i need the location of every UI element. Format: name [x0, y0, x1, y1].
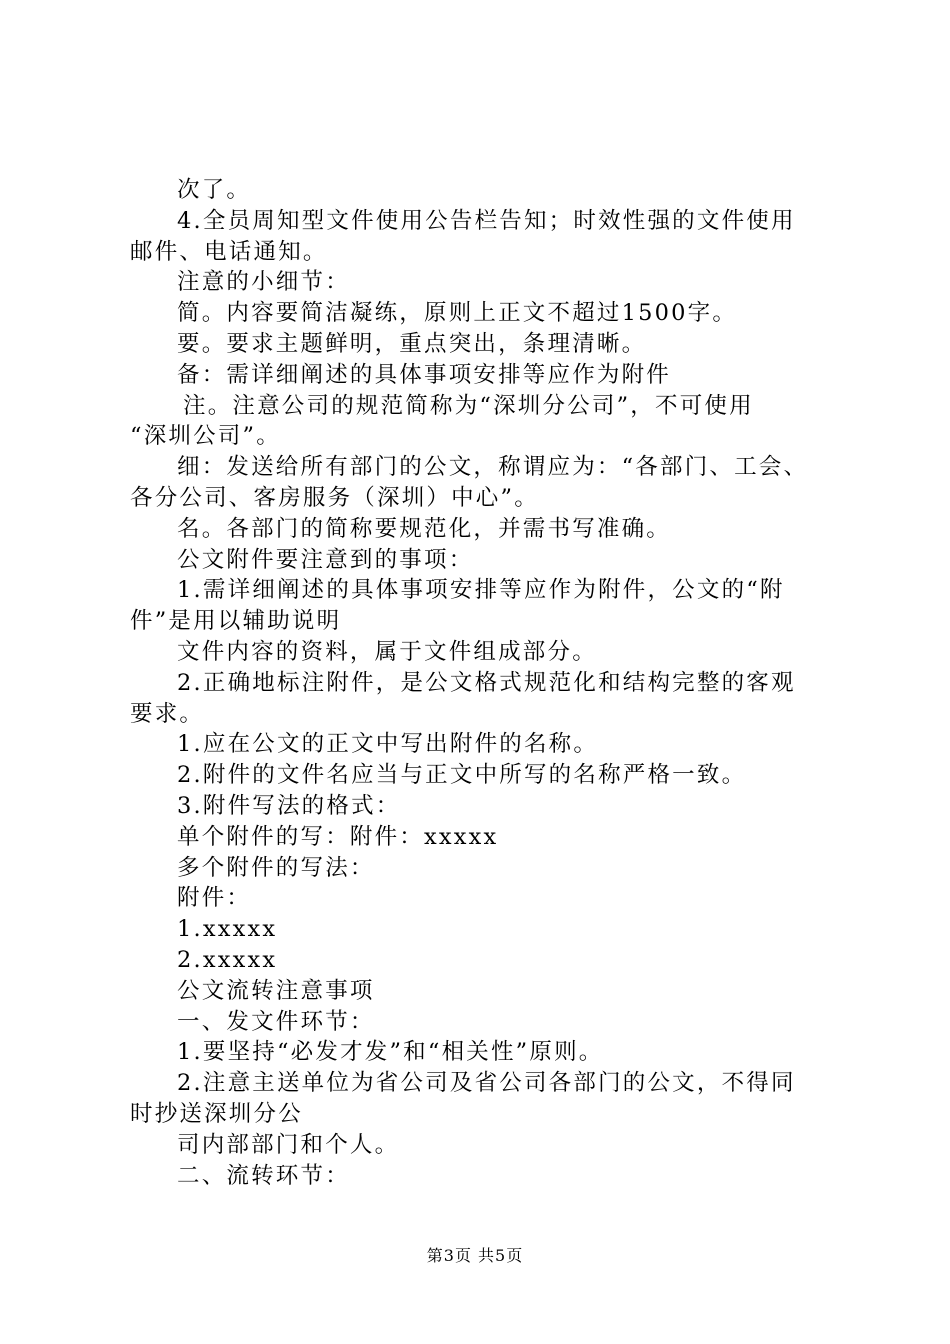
text-line: 备：需详细阐述的具体事项安排等应作为附件: [177, 361, 672, 388]
text-line: 3.附件写法的格式：: [177, 792, 401, 819]
text-line: 简。内容要简洁凝练，原则上正文不超过1500字。: [177, 300, 738, 327]
text-line: 注意的小细节：: [177, 269, 350, 296]
text-line: 公文流转注意事项: [177, 977, 375, 1004]
text-line: 1.需详细阐述的具体事项安排等应作为附件，公文的“附: [177, 577, 785, 604]
text-line: “深圳公司”。: [130, 423, 281, 450]
text-line: 注。注意公司的规范简称为“深圳分公司”，不可使用: [183, 392, 754, 419]
text-line: 一、发文件环节：: [177, 1008, 375, 1035]
page-footer: 第3页 共5页: [426, 1246, 524, 1265]
text-line: 文件内容的资料，属于文件组成部分。: [177, 638, 597, 665]
text-line: 次了。: [177, 177, 252, 203]
text-line: 各分公司、客房服务（深圳）中心”。: [130, 484, 539, 511]
text-line: 要。要求主题鲜明，重点突出，条理清晰。: [177, 330, 647, 357]
text-line: 2.正确地标注附件，是公文格式规范化和结构完整的客观: [177, 669, 796, 696]
text-line: 时抄送深圳分公: [130, 1100, 303, 1127]
text-line: 件”是用以辅助说明: [130, 608, 342, 635]
text-line: 多个附件的写法：: [177, 854, 375, 881]
text-line: 名。各部门的简称要规范化，并需书写准确。: [177, 515, 672, 542]
text-line: 2.xxxxx: [177, 946, 278, 973]
text-line: 4.全员周知型文件使用公告栏告知；时效性强的文件使用: [177, 207, 796, 234]
text-line: 要求。: [130, 700, 205, 727]
text-line: 2.注意主送单位为省公司及省公司各部门的公文，不得同: [177, 1070, 796, 1097]
text-line: 2.附件的文件名应当与正文中所写的名称严格一致。: [177, 762, 747, 789]
text-line: 二、流转环节：: [177, 1162, 350, 1189]
body-text: [130, 175, 840, 1191]
text-line: 单个附件的写：附件：xxxxx: [177, 823, 499, 850]
text-line: 1.xxxxx: [177, 916, 278, 943]
text-line: 1.应在公文的正文中写出附件的名称。: [177, 731, 599, 758]
text-line: 邮件、电话通知。: [130, 238, 328, 265]
text-line: 公文附件要注意到的事项：: [177, 546, 474, 573]
text-line: 细：发送给所有部门的公文，称谓应为：“各部门、工会、: [177, 454, 809, 481]
text-line: 1.要坚持“必发才发”和“相关性”原则。: [177, 1039, 604, 1066]
text-line: 司内部部门和个人。: [177, 1131, 400, 1158]
text-line: 附件：: [177, 885, 252, 912]
